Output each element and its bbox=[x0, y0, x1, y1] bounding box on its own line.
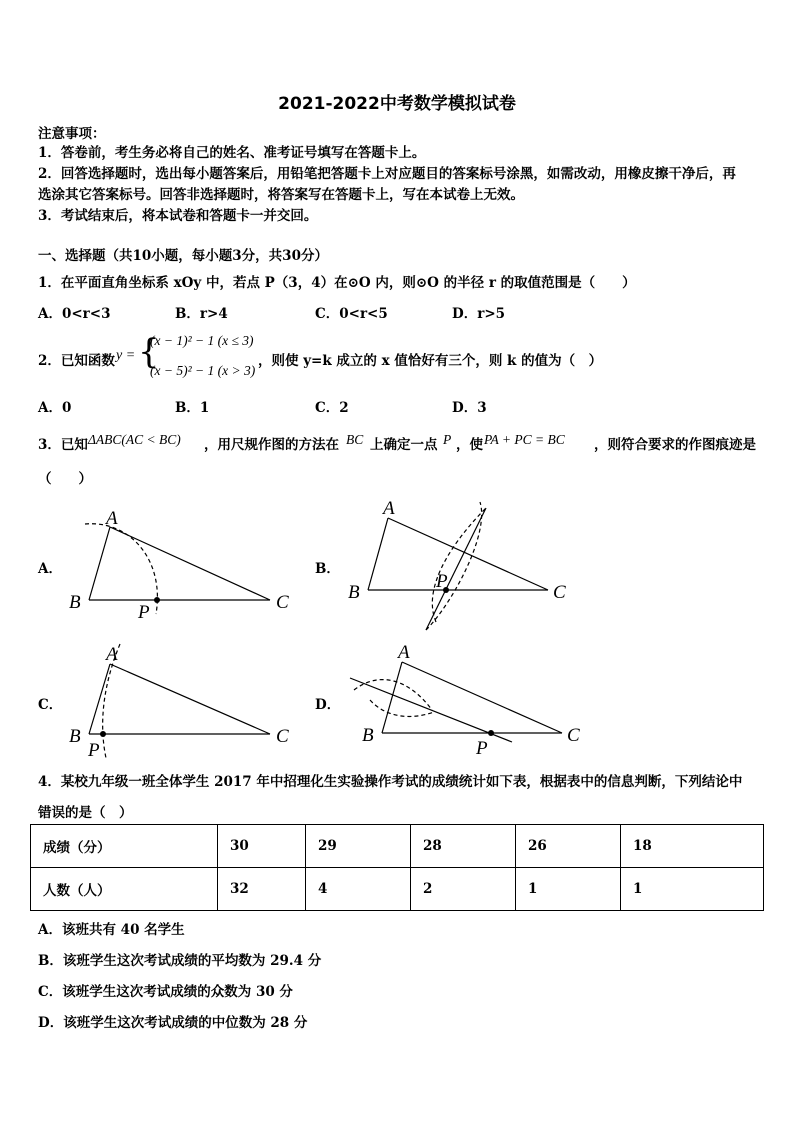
table-cell: 1 bbox=[516, 868, 621, 911]
label-b: B bbox=[69, 592, 81, 613]
q3-p: P bbox=[443, 432, 452, 447]
q1-stem: 1．在平面直角坐标系 xOy 中，若点 P（3，4）在⊙O 内，则⊙O 的半径 r 的取值范围是（ ） bbox=[38, 275, 636, 291]
label-c: C bbox=[276, 592, 289, 613]
q2-case2: (x − 5)² − 1 (x > 3) bbox=[150, 363, 256, 378]
table-cell: 32 bbox=[218, 868, 306, 911]
label-p: P bbox=[436, 571, 448, 592]
segment-ac bbox=[402, 662, 562, 733]
notice-heading: 注意事项： bbox=[38, 126, 106, 142]
table-row bbox=[31, 868, 764, 911]
q3-stem-prefix: 3．已知 bbox=[38, 437, 88, 453]
segment-ab bbox=[89, 664, 110, 734]
segment-ac bbox=[388, 518, 548, 590]
q2-y-eq: y = bbox=[116, 348, 136, 363]
q3-triangle: ΔABC(AC < BC) bbox=[88, 432, 181, 447]
point-p bbox=[488, 730, 494, 736]
q3-equation: PA + PC = BC bbox=[484, 432, 565, 447]
score-table bbox=[30, 824, 764, 911]
q1-option-c: C．0<r<5 bbox=[315, 306, 388, 322]
section-heading: 一、选择题（共10小题，每小题3分，共30分） bbox=[38, 248, 328, 264]
q3-bc: BC bbox=[346, 432, 364, 447]
figure-c bbox=[60, 640, 300, 765]
table-cell: 2 bbox=[411, 868, 516, 911]
q3-option-c: C． bbox=[38, 697, 63, 713]
q2-option-a: A．0 bbox=[38, 400, 72, 416]
q2-option-b: B．1 bbox=[175, 400, 210, 416]
label-p: P bbox=[476, 738, 488, 759]
q1-option-a: A．0<r<3 bbox=[38, 306, 111, 322]
q2-brace: { bbox=[138, 332, 160, 372]
row-header-score: 成绩（分） bbox=[31, 825, 218, 868]
q2-stem-suffix: ，则使 y=k 成立的 x 值恰好有三个，则 k 的值为（ ） bbox=[258, 353, 603, 369]
label-b: B bbox=[69, 726, 81, 747]
segment-ab bbox=[368, 518, 388, 590]
notice-line: 2．回答选择题时，选出每小题答案后，用铅笔把答题卡上对应题目的答案标号涂黑，如需改动，用橡皮擦干净后，再 bbox=[38, 166, 736, 182]
segment-ab bbox=[89, 527, 110, 600]
table-cell: 1 bbox=[621, 868, 764, 911]
label-b: B bbox=[362, 725, 374, 746]
segment-ac bbox=[110, 664, 270, 734]
q4-option-b: B．该班学生这次考试成绩的平均数为 29.4 分 bbox=[38, 953, 322, 969]
q4-stem-line1: 4．某校九年级一班全体学生 2017 年中招理化生实验操作考试的成绩统计如下表，根据表中的信息判断，下列结论中 bbox=[38, 774, 743, 790]
q2-option-d: D．3 bbox=[452, 400, 487, 416]
notice-line: 3．考试结束后，将本试卷和答题卡一并交回。 bbox=[38, 208, 318, 224]
q3-option-a: A． bbox=[38, 561, 62, 577]
table-cell: 18 bbox=[621, 825, 764, 868]
q3-stem-mid1: ，用尺规作图的方法在 bbox=[204, 437, 339, 453]
table-cell: 4 bbox=[306, 868, 411, 911]
label-c: C bbox=[567, 725, 580, 746]
label-p: P bbox=[88, 740, 100, 761]
exam-title: 2021-2022中考数学模拟试卷 bbox=[278, 94, 516, 114]
q3-stem-end: ，则符合要求的作图痕迹是 bbox=[594, 437, 756, 453]
figure-a bbox=[60, 500, 300, 630]
figure-b bbox=[340, 494, 580, 634]
row-header-count: 人数（人） bbox=[31, 868, 218, 911]
q1-option-d: D．r>5 bbox=[452, 306, 506, 322]
label-p: P bbox=[138, 602, 150, 623]
q4-option-d: D．该班学生这次考试成绩的中位数为 28 分 bbox=[38, 1015, 308, 1031]
label-c: C bbox=[276, 726, 289, 747]
q3-option-d: D． bbox=[315, 697, 341, 713]
label-a: A bbox=[106, 508, 118, 529]
table-cell: 30 bbox=[218, 825, 306, 868]
q2-stem-prefix: 2．已知函数 bbox=[38, 353, 115, 369]
point-p bbox=[100, 731, 106, 737]
table-cell: 28 bbox=[411, 825, 516, 868]
q3-option-b: B． bbox=[315, 561, 340, 577]
q4-option-a: A．该班共有 40 名学生 bbox=[38, 922, 185, 938]
q3-stem-mid3: ，使 bbox=[456, 437, 483, 453]
label-a: A bbox=[106, 644, 118, 665]
point-p bbox=[154, 597, 160, 603]
q1-option-b: B．r>4 bbox=[175, 306, 228, 322]
notice-line: 选涂其它答案标号。回答非选择题时，将答案写在答题卡上，写在本试卷上无效。 bbox=[38, 187, 524, 203]
label-c: C bbox=[553, 582, 566, 603]
q4-stem-line2: 错误的是（ ） bbox=[38, 805, 133, 821]
label-a: A bbox=[398, 642, 410, 663]
table-row bbox=[31, 825, 764, 868]
q3-stem-mid2: 上确定一点 bbox=[370, 437, 438, 453]
notice-line: 1．答卷前，考生务必将自己的姓名、准考证号填写在答题卡上。 bbox=[38, 145, 426, 161]
q2-option-c: C．2 bbox=[315, 400, 349, 416]
label-b: B bbox=[348, 582, 360, 603]
perpendicular-bisector bbox=[426, 508, 486, 630]
q2-case1: (x − 1)² − 1 (x ≤ 3) bbox=[150, 333, 254, 348]
table-cell: 26 bbox=[516, 825, 621, 868]
segment-ac bbox=[110, 527, 270, 600]
q3-paren: （ ） bbox=[38, 471, 92, 487]
table-cell: 29 bbox=[306, 825, 411, 868]
q4-option-c: C．该班学生这次考试成绩的众数为 30 分 bbox=[38, 984, 293, 1000]
arc-trace bbox=[370, 700, 434, 716]
figure-d bbox=[340, 640, 590, 765]
label-a: A bbox=[383, 498, 395, 519]
